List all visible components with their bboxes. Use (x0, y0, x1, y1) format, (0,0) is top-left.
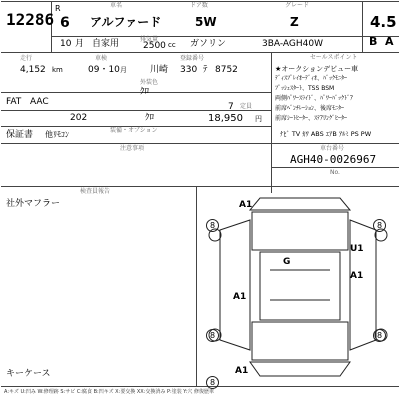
spec-row4-line (1, 143, 399, 144)
sales-point-line: ﾃﾞｨｽﾌﾟﾚｲｵｰﾃﾞｨｵ、ﾊﾞｯｸﾓﾆﾀｰ (275, 75, 348, 82)
sales-point-line: 両側ﾊﾟﾜｰｽﾗｲﾄﾞ、ﾊﾟﾜｰﾊﾞｯｸﾄﾞｱ (275, 95, 354, 102)
mileage: 4,152 (20, 65, 46, 75)
inspection-label: 車検 (95, 55, 108, 62)
inspection: 09・10 (88, 65, 120, 75)
plate-number: 8752 (215, 65, 238, 75)
model-label: 車名 (110, 2, 123, 9)
grade: Z (290, 15, 299, 29)
recycle-unit: 円 (255, 115, 262, 123)
exterior-color: ｸﾛ (140, 87, 150, 97)
warranty: 保証書 (6, 130, 34, 140)
mileage-label: 走行 (20, 55, 33, 62)
hood-outline (252, 212, 348, 250)
frame-number: AGH40-0026967 (290, 153, 377, 166)
notes-divider (196, 186, 197, 386)
transmission: FAT (6, 97, 22, 107)
displacement: 2500 (143, 41, 166, 51)
plate-label: 登録番号 (180, 55, 205, 62)
usage: 自家用 (92, 39, 120, 49)
score: 4.5 (370, 13, 397, 31)
displacement-label: 排気量 (140, 36, 159, 43)
fuel: ガソリン (190, 39, 227, 49)
sales-point-line: 前席ﾍﾞﾝﾁﾚｰｼｮﾝ、後席ﾓﾆﾀｰ (275, 105, 345, 112)
frame-label: No. (330, 169, 340, 176)
sales-point-line: ﾌﾟｯｼｭｽﾀｰﾄ、TSS BSM (275, 85, 335, 92)
interior-color: ｸﾛ (145, 113, 155, 123)
tire-depth-front-right: 8 (373, 219, 386, 232)
exterior-grade: A (385, 35, 394, 48)
section-divider (1, 186, 399, 187)
plate-kana: ﾃ (203, 65, 208, 75)
footer-legend: A:キズ U:凹み W:修理跡 S:サビ C:腐食 B:凹キズ X:要交換 XX:交換済み P:塗装 Y:穴 修復歴車 (4, 389, 214, 395)
damage-rear: A1 (235, 366, 249, 376)
equipment-label: 装備・オプション (110, 127, 158, 134)
spec-row1-line (1, 92, 271, 93)
score-divider (362, 1, 363, 52)
length-value: 202 (70, 113, 88, 123)
inspector-notes-title: 注意事項 (120, 145, 145, 152)
sales-point-line: 前席ｼｰﾄﾋｰﾀｰ、ｽﾃｱﾘﾝｸﾞﾋｰﾀｰ (275, 115, 348, 122)
displacement-unit: cc (168, 41, 176, 49)
seats-label: 定員 (240, 103, 253, 110)
tire-depth-rear-right: 8 (373, 329, 386, 342)
color-label: 外装色 (140, 79, 159, 86)
seats: 7 (228, 102, 234, 112)
sales-point-line: ★オークションデビュー車 (275, 65, 359, 73)
year-prefix: R (55, 4, 61, 13)
inspection-unit: 月 (120, 66, 127, 74)
right-side-outline (350, 220, 376, 350)
door-count: 5W (195, 15, 217, 29)
grade-label: グレード (285, 2, 310, 9)
footer-divider (1, 386, 399, 387)
tire-depth-front-left: 8 (206, 219, 219, 232)
roof-outline (260, 252, 340, 320)
mileage-unit: km (52, 66, 63, 74)
equipment-list: ﾅﾋﾞ TV ｶﾜ ABS ｴｱB ｱﾙﾐ PS PW (280, 130, 372, 138)
model-code: 3BA-AGH40W (262, 39, 324, 49)
month-unit: 月 (75, 39, 85, 49)
damage-front-top: A1 (239, 200, 253, 210)
front-bumper-outline (250, 198, 350, 210)
recycle-fee: 18,950 (208, 113, 243, 124)
interior-grade: B (369, 35, 378, 48)
spec-right-divider (271, 52, 272, 193)
frame-title: 車台番号 (320, 145, 345, 152)
header-divider (1, 52, 399, 53)
tire-depth-spare: 8 (206, 376, 219, 389)
damage-left-rear: A1 (233, 292, 247, 302)
damage-right-front: U1 (350, 244, 364, 254)
notes-lower-title: 検査員報告 (80, 188, 111, 195)
sales-points-title: セールスポイント (310, 54, 358, 61)
remote: 他ﾘﾓｺﾝ (45, 130, 69, 139)
header-mid-line (52, 36, 399, 37)
lot-number: 12286 (6, 10, 55, 29)
frame-divider (271, 167, 399, 168)
damage-roof: G (283, 257, 291, 267)
air-conditioning: AAC (30, 97, 49, 107)
plate-city: 川崎 (150, 65, 169, 75)
rear-outline (252, 322, 348, 360)
model-year: 6 (60, 15, 70, 31)
damage-right-mid: A1 (350, 271, 364, 281)
note-item: 社外マフラー (6, 199, 61, 209)
model-name: アルファード (90, 15, 162, 29)
rear-bumper-outline (250, 362, 350, 376)
note-bottom-item: キーケース (6, 369, 51, 379)
month: 10 (60, 39, 72, 49)
door-label: ドア数 (190, 2, 208, 9)
plate-class: 330 (180, 65, 198, 75)
car-diagram (200, 190, 396, 384)
left-side-outline (220, 220, 250, 350)
tire-depth-rear-left: 8 (206, 329, 219, 342)
